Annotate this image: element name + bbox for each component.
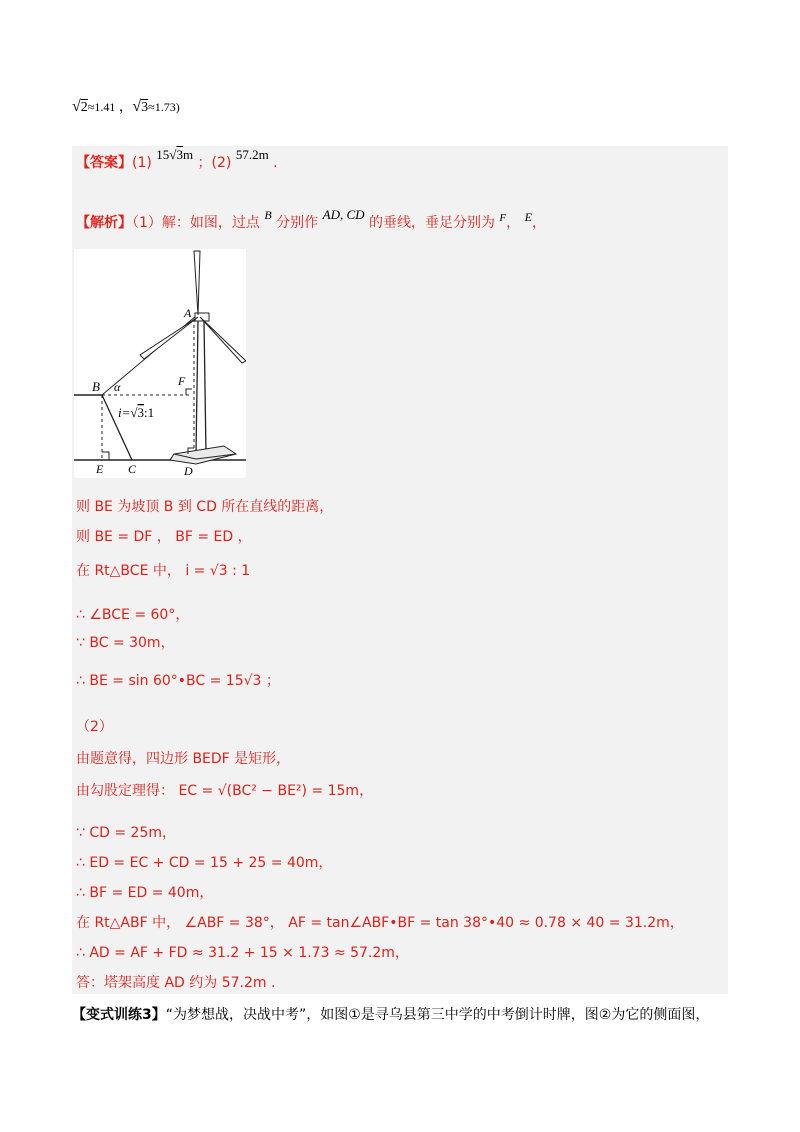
- analysis-text3: 的垂线，垂足分别为: [368, 215, 495, 231]
- label-b: B: [92, 379, 100, 394]
- step-line: 在 Rt△BCE 中， i = √3 : 1: [76, 563, 251, 579]
- label-a: A: [184, 306, 192, 320]
- step-line: ∵ CD = 25m，: [76, 825, 176, 841]
- analysis-text2: 分别作: [276, 215, 319, 231]
- analysis-line: [76, 207, 546, 232]
- step-line: ∵ BC = 30m，: [76, 635, 175, 651]
- comma: ，: [531, 215, 546, 231]
- comma: ，: [506, 215, 521, 231]
- answer-p2-label: (2): [211, 155, 232, 171]
- approx-sqrt2: ≈1.41: [87, 100, 116, 114]
- step-line: 则 BE = DF ， BF = ED ，: [76, 529, 252, 545]
- analysis-text1: （1）解：如图，过点: [132, 215, 260, 231]
- sqrt-symbol: √: [72, 98, 81, 115]
- comma: ，: [118, 100, 133, 115]
- label-slope: i=√3:1: [118, 405, 155, 420]
- sqrt3-radicand: 3: [141, 100, 149, 115]
- sqrt2-radicand: 2: [80, 100, 88, 115]
- label-d: D: [184, 464, 193, 478]
- label-alpha: α: [114, 380, 121, 394]
- step-line: ∴ AD = AF + FD ≈ 31.2 + 15 × 1.73 ≈ 57.2m，: [76, 945, 409, 961]
- point-e: E: [524, 210, 532, 224]
- answer-end: .: [273, 155, 278, 171]
- answer-sep: ；: [197, 155, 212, 171]
- step-line: 答：塔架高度 AD 约为 57.2m .: [76, 975, 276, 991]
- answer-tag: 【答案】: [76, 155, 132, 171]
- analysis-tag: 【解析】: [76, 215, 132, 231]
- sqrt-symbol: √: [132, 98, 142, 115]
- part2-label: （2）: [76, 719, 113, 735]
- step-line: ∴ ED = EC + CD = 15 + 25 = 40m，: [76, 855, 333, 871]
- ad-cd: AD, CD: [322, 207, 365, 222]
- answer-line: [76, 147, 278, 172]
- answer-p1-value: 15√3m: [156, 147, 194, 162]
- variant-tag: 【变式训练3】: [72, 1007, 166, 1023]
- wind-turbine-diagram: [74, 249, 246, 478]
- step-line: 由题意得，四边形 BEDF 是矩形，: [76, 751, 291, 767]
- approx-sqrt3: ≈1.73): [148, 100, 180, 114]
- step-line: 则 BE 为坡顶 B 到 CD 所在直线的距离，: [76, 499, 334, 515]
- step-line: ∴ BF = ED = 40m，: [76, 885, 214, 901]
- point-f: F: [499, 212, 507, 224]
- step-line: 在 Rt△ABF 中， ∠ABF = 38°， AF = tan∠ABF•BF = tan 38°•40 ≈ 0.78 × 40 = 31.2m，: [76, 915, 684, 931]
- answer-p2-value: 57.2m: [235, 147, 269, 162]
- step-line: ∴ ∠BCE = 60°，: [76, 607, 190, 623]
- label-c: C: [128, 462, 137, 476]
- step-line: ∴ BE = sin 60°•BC = 15√3 ；: [76, 673, 280, 689]
- answer-p1-label: (1): [132, 155, 152, 171]
- wind-turbine-figure: [74, 249, 246, 478]
- top-line: [72, 96, 180, 116]
- step-line: 由勾股定理得： EC = √(BC² − BE²) = 15m，: [76, 783, 374, 799]
- point-b: B: [264, 208, 272, 222]
- variant-line: [72, 1004, 709, 1024]
- variant-text: “为梦想战，决战中考”，如图①是寻乌县第三中学的中考倒计时牌，图②为它的侧面图，: [165, 1007, 710, 1023]
- label-f: F: [178, 374, 186, 388]
- label-e: E: [96, 462, 104, 476]
